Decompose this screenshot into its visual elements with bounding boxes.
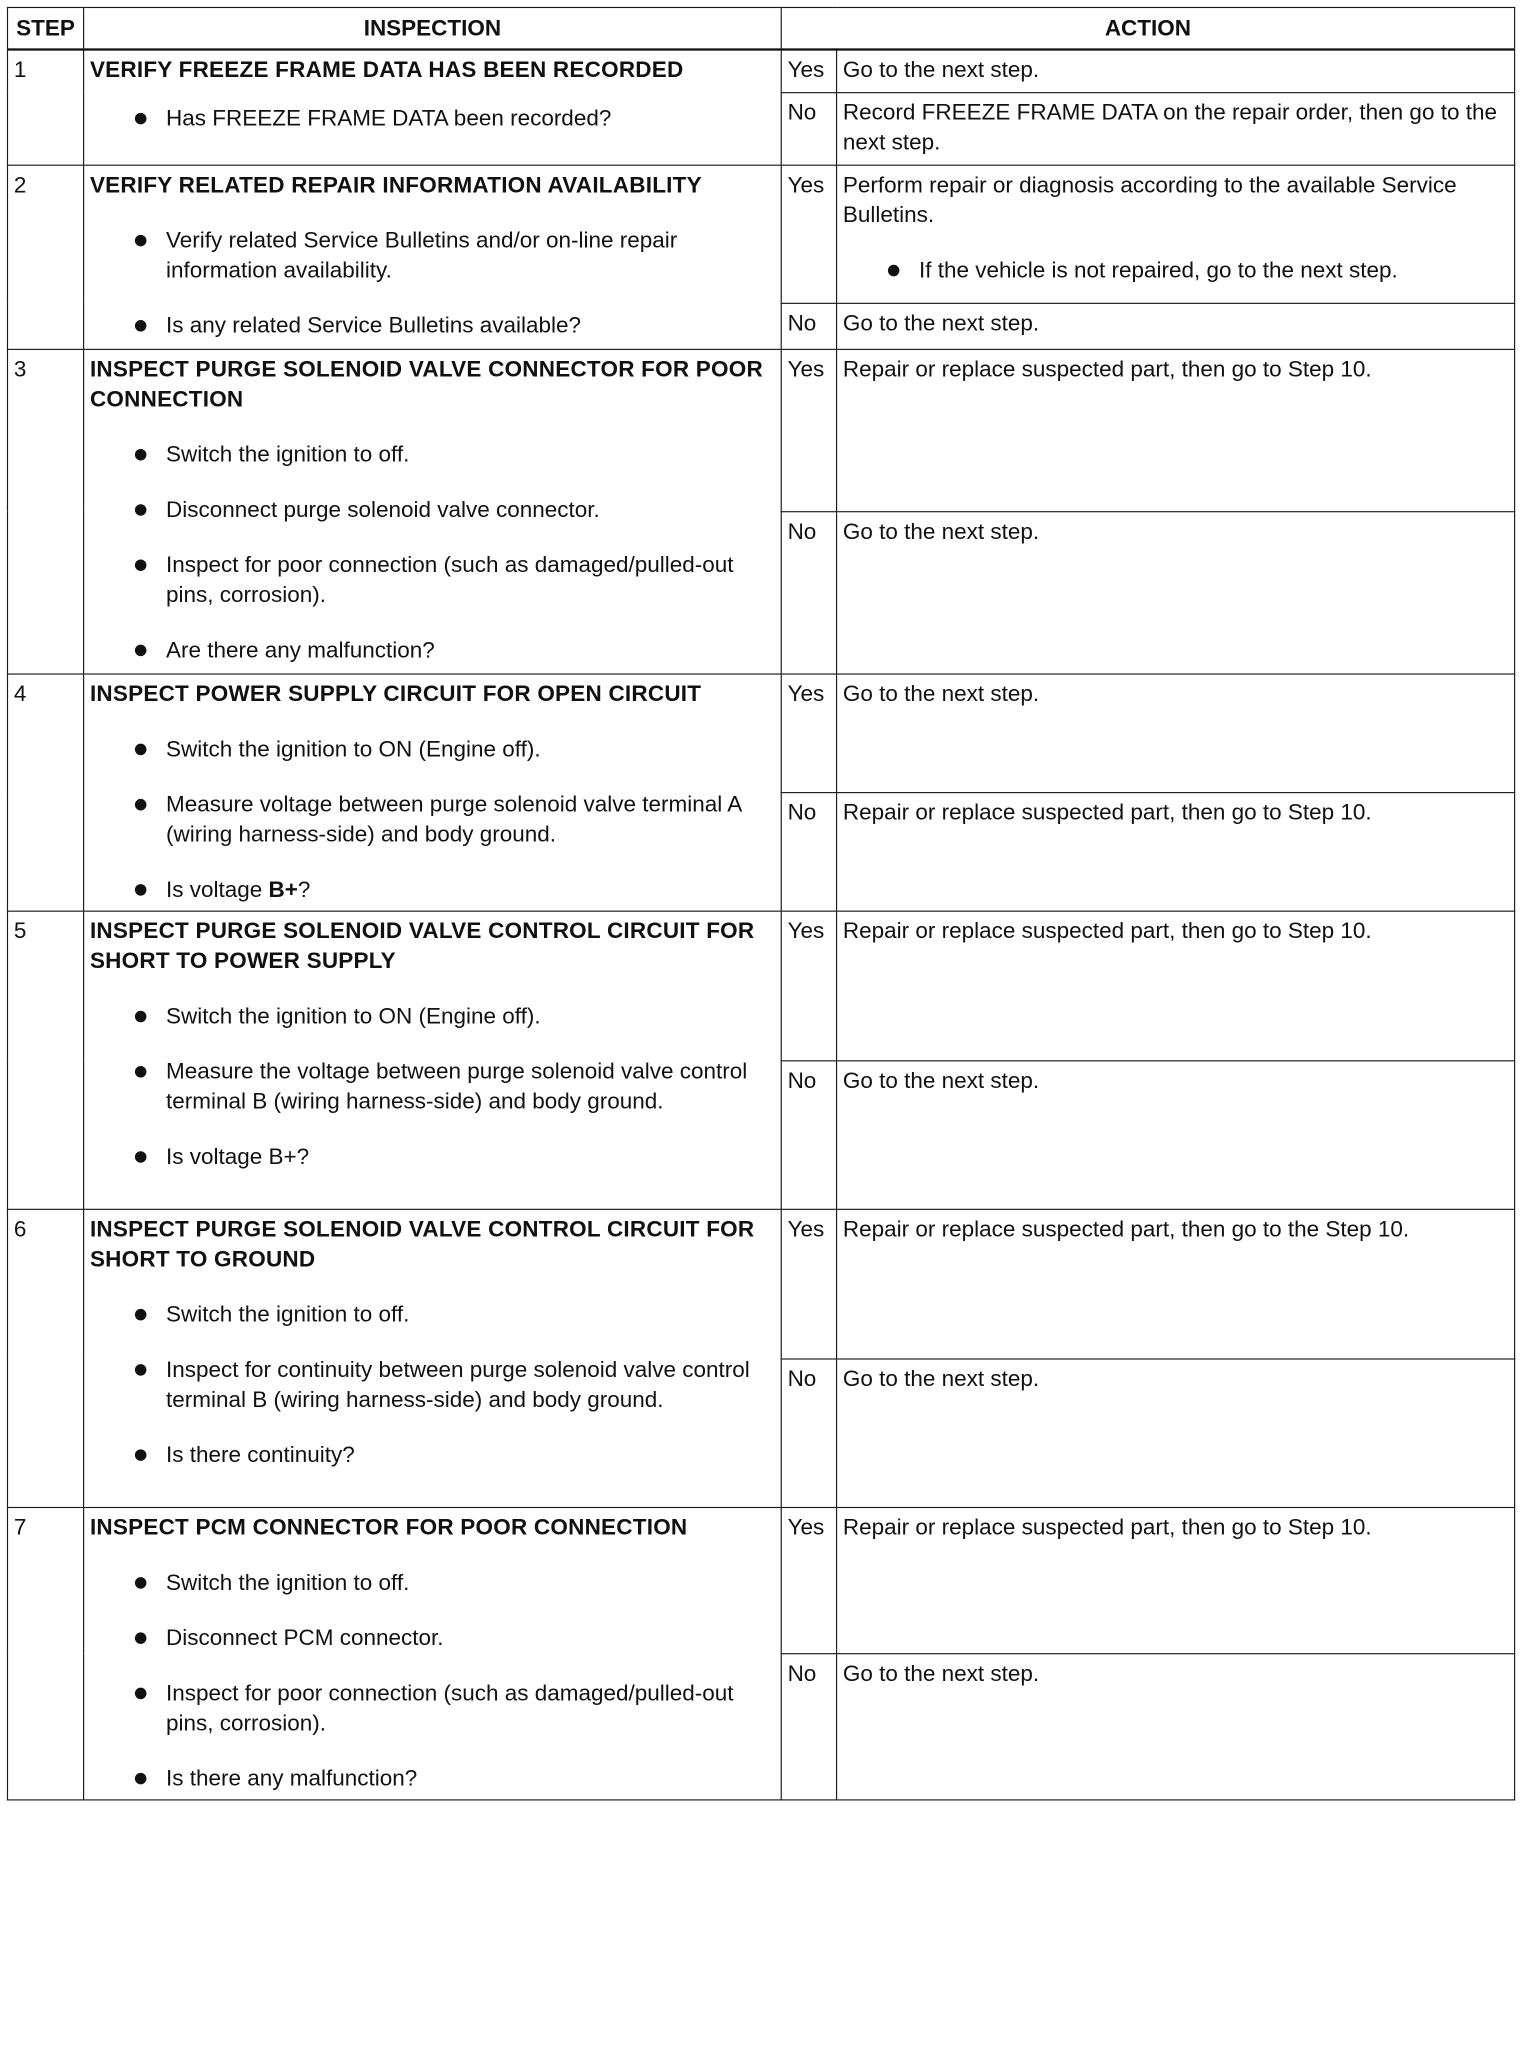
yes-action-text: Perform repair or diagnosis according to the available Service Bulletins. bbox=[842, 172, 1457, 228]
step-inspection bbox=[84, 911, 782, 1209]
no-action: Go to the next step. bbox=[837, 1653, 1515, 1799]
step-title: VERIFY RELATED REPAIR INFORMATION AVAILABILITY bbox=[89, 172, 702, 198]
yes-label: Yes bbox=[781, 911, 836, 1061]
inspection-bullet: Switch the ignition to ON (Engine off). bbox=[90, 734, 776, 764]
inspection-bullet: Are there any malfunction? bbox=[90, 635, 776, 665]
no-label: No bbox=[781, 92, 836, 165]
inspection-bullet bbox=[90, 874, 776, 904]
inspection-bullet: Is there any malfunction? bbox=[90, 1763, 776, 1793]
no-label: No bbox=[781, 1060, 836, 1209]
step-number: 2 bbox=[7, 165, 83, 349]
step-3-row-yes bbox=[7, 349, 1514, 511]
step-inspection bbox=[84, 673, 782, 910]
table-header-row bbox=[7, 7, 1514, 49]
inspection-bullet: Switch the ignition to off. bbox=[90, 439, 776, 469]
inspection-bullet: Inspect for poor connection (such as damaged/pulled-out pins, corrosion). bbox=[90, 550, 776, 610]
no-label: No bbox=[781, 792, 836, 911]
diagnostic-procedure-table bbox=[7, 7, 1515, 1800]
step-inspection bbox=[84, 50, 782, 165]
inspection-bullet: Inspect for continuity between purge solenoid valve control terminal B (wiring harness-side) and body ground. bbox=[90, 1354, 776, 1414]
header-inspection: INSPECTION bbox=[84, 7, 782, 49]
inspection-bullet: Verify related Service Bulletins and/or on-line repair information availability. bbox=[90, 225, 776, 285]
yes-action: Repair or replace suspected part, then go to Step 10. bbox=[837, 911, 1515, 1061]
bullet-suffix: ? bbox=[297, 876, 311, 902]
yes-label: Yes bbox=[781, 673, 836, 792]
inspection-bullet: Disconnect PCM connector. bbox=[90, 1623, 776, 1653]
header-step: STEP bbox=[7, 7, 83, 49]
step-4-row-yes bbox=[7, 673, 1514, 792]
step-6-row-yes bbox=[7, 1209, 1514, 1359]
header-action: ACTION bbox=[781, 7, 1514, 49]
step-title: INSPECT PURGE SOLENOID VALVE CONTROL CIRCUIT FOR SHORT TO GROUND bbox=[89, 1216, 755, 1272]
no-action: Record FREEZE FRAME DATA on the repair order, then go to the next step. bbox=[837, 92, 1515, 165]
step-inspection bbox=[84, 349, 782, 674]
yes-action: Repair or replace suspected part, then go to Step 10. bbox=[837, 1507, 1515, 1653]
inspection-bullet: Inspect for poor connection (such as damaged/pulled-out pins, corrosion). bbox=[90, 1678, 776, 1738]
yes-label: Yes bbox=[781, 349, 836, 511]
inspection-bullet: Switch the ignition to off. bbox=[90, 1567, 776, 1597]
step-title: INSPECT PCM CONNECTOR FOR POOR CONNECTION bbox=[89, 1514, 688, 1540]
step-title: INSPECT POWER SUPPLY CIRCUIT FOR OPEN CIRCUIT bbox=[89, 680, 702, 707]
step-inspection bbox=[84, 165, 782, 349]
step-number: 3 bbox=[7, 349, 83, 674]
inspection-bullet: Has FREEZE FRAME DATA been recorded? bbox=[90, 104, 776, 134]
step-1-row-yes bbox=[7, 50, 1514, 93]
no-label: No bbox=[781, 1358, 836, 1507]
inspection-bullet: Is there continuity? bbox=[90, 1440, 776, 1470]
yes-action bbox=[837, 165, 1515, 303]
step-5-row-yes bbox=[7, 911, 1514, 1061]
yes-label: Yes bbox=[781, 50, 836, 93]
step-inspection bbox=[84, 1209, 782, 1507]
inspection-bullet: Is voltage B+? bbox=[90, 1141, 776, 1171]
no-action: Go to the next step. bbox=[837, 1060, 1515, 1209]
no-action: Go to the next step. bbox=[837, 511, 1515, 673]
yes-action: Repair or replace suspected part, then go to Step 10. bbox=[837, 349, 1515, 511]
yes-action: Go to the next step. bbox=[837, 50, 1515, 93]
step-2-row-yes bbox=[7, 165, 1514, 303]
step-title: INSPECT PURGE SOLENOID VALVE CONNECTOR FOR POOR CONNECTION bbox=[89, 356, 763, 412]
step-number: 6 bbox=[7, 1209, 83, 1507]
no-label: No bbox=[781, 511, 836, 673]
no-action: Go to the next step. bbox=[837, 1358, 1515, 1507]
inspection-bullet: Switch the ignition to off. bbox=[90, 1299, 776, 1329]
step-title: VERIFY FREEZE FRAME DATA HAS BEEN RECORDED bbox=[89, 57, 684, 83]
bullet-emphasis: B+ bbox=[268, 876, 298, 902]
inspection-bullet: Measure voltage between purge solenoid valve terminal A (wiring harness-side) and body ground. bbox=[90, 789, 776, 849]
step-number: 1 bbox=[7, 50, 83, 165]
no-action: Repair or replace suspected part, then go to Step 10. bbox=[837, 792, 1515, 911]
inspection-bullet: Measure the voltage between purge solenoid valve control terminal B (wiring harness-side) and body ground. bbox=[90, 1056, 776, 1116]
no-label: No bbox=[781, 1653, 836, 1799]
no-action: Go to the next step. bbox=[837, 303, 1515, 349]
step-title: INSPECT PURGE SOLENOID VALVE CONTROL CIRCUIT FOR SHORT TO POWER SUPPLY bbox=[89, 918, 755, 974]
yes-action: Go to the next step. bbox=[837, 673, 1515, 792]
inspection-bullet: Is any related Service Bulletins available? bbox=[90, 310, 776, 340]
step-number: 4 bbox=[7, 673, 83, 910]
step-number: 5 bbox=[7, 911, 83, 1209]
step-7-row-yes bbox=[7, 1507, 1514, 1653]
bullet-text: Is voltage bbox=[166, 876, 269, 902]
yes-action: Repair or replace suspected part, then go to the Step 10. bbox=[837, 1209, 1515, 1359]
yes-action-bullet: If the vehicle is not repaired, go to the next step. bbox=[843, 255, 1509, 285]
no-label: No bbox=[781, 303, 836, 349]
inspection-bullet: Switch the ignition to ON (Engine off). bbox=[90, 1001, 776, 1031]
yes-label: Yes bbox=[781, 165, 836, 303]
step-number: 7 bbox=[7, 1507, 83, 1799]
inspection-bullet: Disconnect purge solenoid valve connector. bbox=[90, 494, 776, 524]
step-inspection bbox=[84, 1507, 782, 1799]
yes-label: Yes bbox=[781, 1209, 836, 1359]
yes-label: Yes bbox=[781, 1507, 836, 1653]
